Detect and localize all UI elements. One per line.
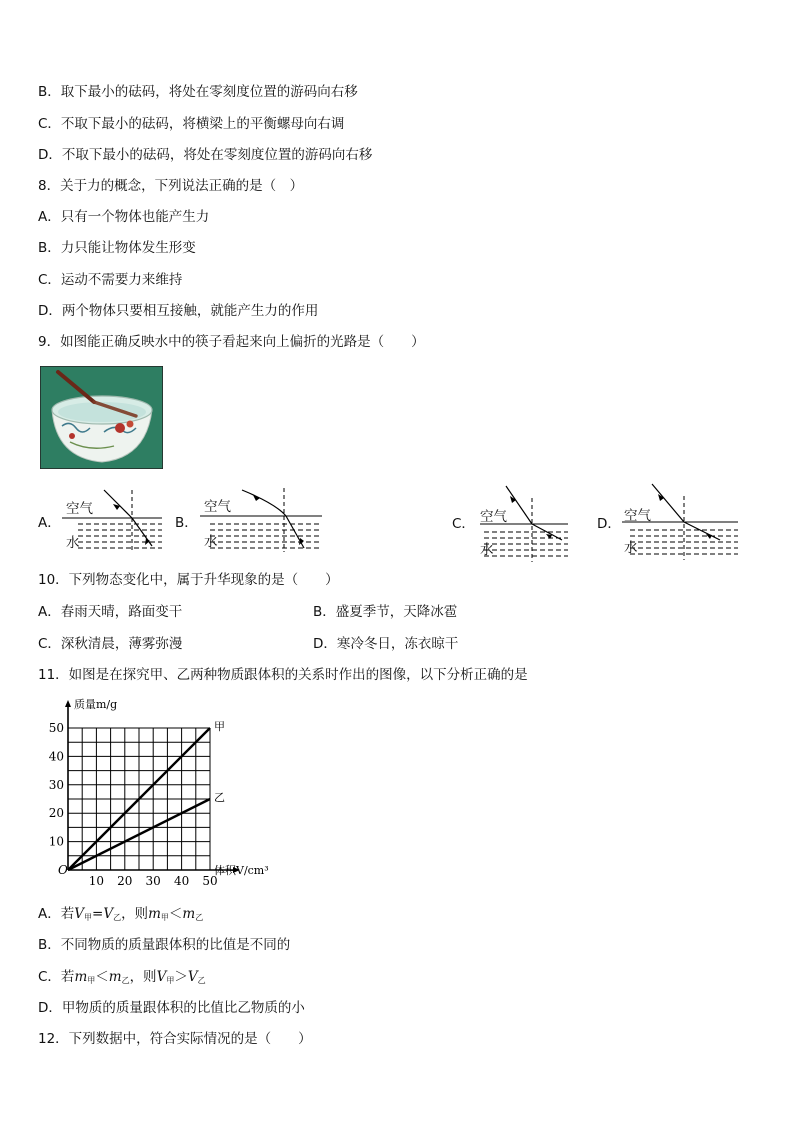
q7-option-c: C．不取下最小的砝码，将横梁上的平衡螺母向右调 [38,116,345,132]
y-axis-label: 质量m/g [74,698,118,711]
q11-option-b: B．不同物质的质量跟体积的比值是不同的 [38,937,291,953]
q11-option-d: D．甲物质的质量跟体积的比值比乙物质的小 [38,1000,305,1016]
q11-c-v2: V [187,969,198,985]
q11-a-v1: V [74,906,84,922]
y-tick-label: 10 [48,834,64,849]
x-tick-label: 40 [173,874,190,888]
q10-option-d: D．寒冷冬日，冻衣晾干 [313,636,459,652]
q9-air-a: 空气 [66,501,93,517]
x-tick-label: 30 [145,874,161,888]
y-tick-label: 20 [48,806,64,821]
q9-label-d: D． [597,516,621,532]
q9-water-d: 水 [624,540,638,556]
q10-option-a: A．春雨天晴，路面变干 [38,604,183,620]
q11-a-yi1: 乙 [113,913,122,922]
q11-c-yi1: 乙 [121,976,130,985]
q8-stem: 8．关于力的概念，下列说法正确的是（ ） [38,178,304,194]
q11-stem: 11．如图是在探究甲、乙两种物质跟体积的关系时作出的图像，以下分析正确的是 [38,667,528,683]
y-tick-label: 50 [48,721,64,735]
chopstick-bowl-photo [40,366,163,469]
x-tick-label: 50 [202,874,218,888]
series-label-0: 甲 [214,720,225,733]
y-axis-arrow [65,700,71,707]
q10-stem: 10．下列物态变化中，属于升华现象的是（ ） [38,572,339,588]
q11-a-jia1: 甲 [84,913,92,922]
x-tick-label: 20 [117,874,133,888]
q9-stem: 9．如图能正确反映水中的筷子看起来向上偏折的光路是（ ） [38,334,425,350]
q11-c-m1: m [74,969,88,985]
q12-stem: 12．下列数据中，符合实际情况的是（ ） [38,1031,312,1047]
series-label-1: 乙 [214,791,225,804]
q11-option-c [38,968,206,990]
q10-option-b: B．盛夏季节，天降冰雹 [313,604,458,620]
y-tick-label: 30 [48,777,64,792]
x-tick-label: 10 [88,874,105,888]
q9-water-a: 水 [66,535,80,551]
q11-a-m1: m [148,906,161,922]
x-axis-label: 体积V/cm³ [214,864,269,877]
q9-label-b: B． [175,515,198,531]
q11-c-gt: ＞ [174,969,188,985]
y-tick-label: 40 [48,749,64,764]
q8-option-c: C．运动不需要力来维持 [38,272,183,288]
q9-water-b: 水 [204,534,218,550]
q10-option-c: C．深秋清晨，薄雾弥漫 [38,636,183,652]
q11-a-lt: ＜ [168,906,183,922]
q11-a-m2: m [182,906,196,922]
q11-c-mid: ，则 [129,969,157,985]
q11-a-eq: = [92,906,104,922]
q11-c-jia1: 甲 [87,976,96,985]
q11-c-v1: V [156,969,167,985]
q11-c-jia2: 甲 [166,976,175,985]
q11-mass-volume-chart [40,692,280,892]
q8-option-b: B．力只能让物体发生形变 [38,240,196,256]
q8-option-d: D．两个物体只要相互接触，就能产生力的作用 [38,303,319,319]
q9-label-c: C． [452,516,475,532]
q9-diagram-b [200,486,324,554]
q9-air-d: 空气 [624,508,651,524]
q9-label-a: A． [38,515,61,531]
q11-c-yi2: 乙 [197,976,206,985]
q7-option-d: D．不取下最小的砝码，将处在零刻度位置的游码向右移 [38,147,373,163]
q9-air-c: 空气 [480,509,507,525]
q11-c-lt: ＜ [95,969,109,985]
q11-a-mid: ，则 [121,906,149,922]
q8-option-a: A．只有一个物体也能产生力 [38,209,210,225]
origin-label: O [58,863,68,877]
q11-a-prefix: A．若 [38,906,75,922]
q11-a-v2: V [103,906,114,922]
q11-a-yi2: 乙 [195,913,204,922]
q11-a-jia2: 甲 [160,913,169,922]
q11-c-m2: m [108,969,122,985]
q11-option-a [38,905,203,927]
q9-air-b: 空气 [204,499,231,515]
q7-option-b: B．取下最小的砝码，将处在零刻度位置的游码向右移 [38,84,358,100]
q9-water-c: 水 [480,542,494,558]
q11-c-prefix: C．若 [38,969,75,985]
